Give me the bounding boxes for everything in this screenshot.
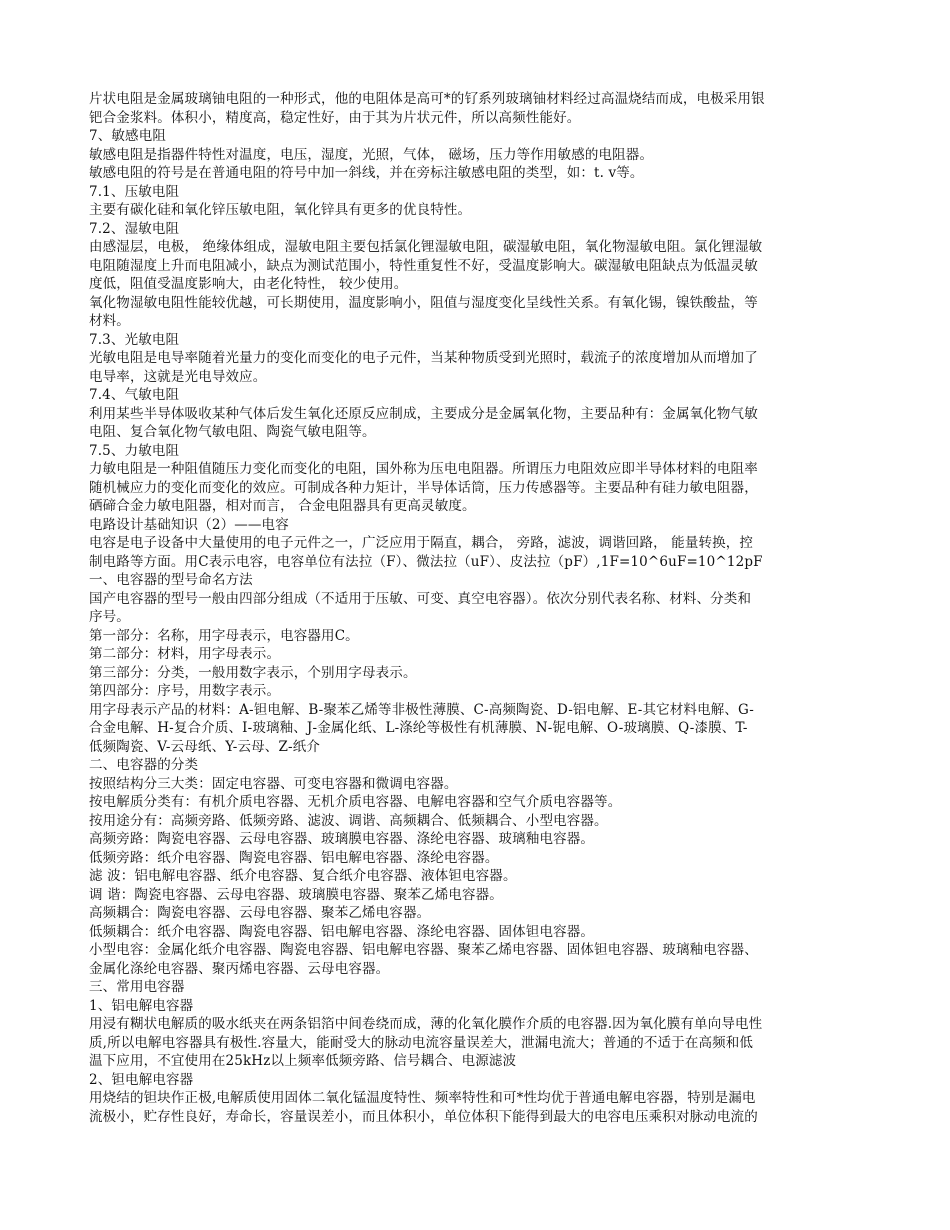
text-line: 用浸有糊状电解质的吸水纸夹在两条铝箔中间卷绕而成，薄的化氧化膜作介质的电容器.因为氧化膜有单向导电性 <box>89 1016 763 1032</box>
text-line: 滤 波：铝电解电容器、纸介电容器、复合纸介电容器、液体钽电容器。 <box>89 868 517 884</box>
section-heading: 一、电容器的型号命名方法 <box>89 572 253 588</box>
text-line: 高频旁路：陶瓷电容器、云母电容器、玻璃膜电容器、涤纶电容器、玻璃釉电容器。 <box>89 831 595 847</box>
text-line: 按照结构分三大类：固定电容器、可变电容器和微调电容器。 <box>89 775 458 792</box>
text-line: 高频耦合：陶瓷电容器、云母电容器、聚苯乙烯电容器。 <box>89 905 431 921</box>
section-heading: 7.4、气敏电阻 <box>89 387 180 403</box>
section-heading: 7.2、湿敏电阻 <box>89 220 180 237</box>
text-line: 光敏电阻是电导率随着光量力的变化而变化的电子元件，当某种物质受到光照时，载流子的浓度增加从而增加了 <box>89 350 758 366</box>
text-line: 电阻、复合氧化物气敏电阻、陶瓷气敏电阻等。 <box>89 424 376 440</box>
section-heading: 7、敏感电阻 <box>89 128 166 144</box>
text-line: 敏感电阻是指器件特性对温度，电压，湿度，光照，气体， 磁场，压力等作用敏感的电阻器。 <box>89 146 654 163</box>
section-heading: 电路设计基础知识（2）——电容 <box>89 516 289 533</box>
text-line: 第三部分：分类，一般用数字表示，个别用字母表示。 <box>89 664 417 681</box>
text-line: 用字母表示产品的材料：A-钽电解、B-聚苯乙烯等非极性薄膜、C-高频陶瓷、D-铝电解、E-其它材料电解、G- <box>89 701 754 718</box>
text-line: 主要有碳化硅和氧化锌压敏电阻，氧化锌具有更多的优良特性。 <box>89 202 472 218</box>
section-heading: 7.1、压敏电阻 <box>89 183 180 200</box>
text-line: 低频旁路：纸介电容器、陶瓷电容器、铝电解电容器、涤纶电容器。 <box>89 849 499 866</box>
text-line: 国产电容器的型号一般由四部分组成（不适用于压敏、可变、真空电容器）。依次分别代表名称、材料、分类和 <box>89 590 752 607</box>
text-line: 制电路等方面。用C表示电容，电容单位有法拉（F）、微法拉（uF）、皮法拉（pF）,1F=10^6uF=10^12pF <box>89 553 763 570</box>
text-line: 度低，阻值受温度影响大，由老化特性， 较少使用。 <box>89 276 408 292</box>
text-line: 序号。 <box>89 609 130 625</box>
text-line: 合金电解、H-复合介质、I-玻璃釉、J-金属化纸、L-涤纶等极性有机薄膜、N-铌电解、O-玻璃膜、Q-漆膜、T- <box>89 720 748 736</box>
text-line: 按用途分有：高频旁路、低频旁路、滤波、调谐、高频耦合、低频耦合、小型电容器。 <box>89 812 608 829</box>
text-line: 用烧结的钽块作正极,电解质使用固体二氧化锰温度特性、频率特性和可*性均优于普通电解电容器，特别是漏电 <box>89 1090 756 1106</box>
text-line: 氧化物湿敏电阻性能较优越，可长期使用，温度影响小，阻值与湿度变化呈线性关系。有氧化锡，镍铁酸盐，等 <box>89 294 758 311</box>
text-line: 电容是电子设备中大量使用的电子元件之一，广泛应用于隔直，耦合， 旁路，滤波，调谐回路， 能量转换，控 <box>89 535 754 551</box>
text-line: 金属化涤纶电容器、聚丙烯电容器、云母电容器。 <box>89 960 390 977</box>
text-line: 由感湿层，电极， 绝缘体组成，湿敏电阻主要包括氯化锂湿敏电阻，碳湿敏电阻，氧化物湿敏电阻。氯化锂湿敏 <box>89 239 763 255</box>
text-line: 调 谐：陶瓷电容器、云母电容器、玻璃膜电容器、聚苯乙烯电容器。 <box>89 886 503 903</box>
section-heading: 7.3、光敏电阻 <box>89 331 180 348</box>
section-heading: 7.5、力敏电阻 <box>89 442 180 459</box>
text-line: 敏感电阻的符号是在普通电阻的符号中加一斜线，并在旁标注敏感电阻的类型，如：t. v等。 <box>89 165 644 181</box>
text-line: 低频耦合：纸介电容器、陶瓷电容器、铝电解电容器、涤纶电容器、固体钽电容器。 <box>89 923 595 940</box>
text-line: 硒碲合金力敏电阻器，相对而言， 合金电阻器具有更高灵敏度。 <box>89 498 476 514</box>
text-line: 电导率，这就是光电导效应。 <box>89 368 267 385</box>
text-line: 片状电阻是金属玻璃铀电阻的一种形式，他的电阻体是高可*的钌系列玻璃铀材料经过高温烧结而成，电极采用银 <box>89 91 765 107</box>
text-line: 质,所以电解电容器具有极性.容量大，能耐受大的脉动电流容量误差大，泄漏电流大；普通的不适于在高频和低 <box>89 1034 754 1051</box>
text-line: 第二部分：材料，用字母表示。 <box>89 646 281 662</box>
text-line: 随机械应力的变化而变化的效应。可制成各种力矩计，半导体话筒，压力传感器等。主要品种有硅力敏电阻器， <box>89 479 758 496</box>
text-line: 流极小，贮存性良好，寿命长，容量误差小，而且体积小，单位体积下能得到最大的电容电压乘积对脉动电流的 <box>89 1108 758 1125</box>
text-line: 钯合金浆料。体积小，精度高，稳定性好，由于其为片状元件，所以高频性能好。 <box>89 109 581 126</box>
text-line: 小型电容：金属化纸介电容器、陶瓷电容器、铝电解电容器、聚苯乙烯电容器、固体钽电容器、玻璃釉电容器、 <box>89 942 758 958</box>
text-line: 利用某些半导体吸收某种气体后发生氧化还原反应制成，主要成分是金属氧化物，主要品种有：金属氧化物气敏 <box>89 405 758 422</box>
section-heading: 三、常用电容器 <box>89 979 185 995</box>
section-heading: 1、铝电解电容器 <box>89 997 194 1014</box>
text-line: 第一部分：名称，用字母表示，电容器用C。 <box>89 627 359 644</box>
text-line: 低频陶瓷、V-云母纸、Y-云母、Z-纸介 <box>89 738 321 755</box>
text-line: 温下应用，不宜使用在25kHz以上频率低频旁路、信号耦合、电源滤波 <box>89 1053 517 1069</box>
section-heading: 二、电容器的分类 <box>89 757 199 773</box>
document-page <box>89 90 861 1126</box>
text-line: 按电解质分类有：有机介质电容器、无机介质电容器、电解电容器和空气介质电容器等。 <box>89 794 622 810</box>
text-line: 材料。 <box>89 313 130 329</box>
section-heading: 2、钽电解电容器 <box>89 1071 194 1088</box>
text-line: 电阻随湿度上升而电阻减小，缺点为测试范围小，特性重复性不好，受温度影响大。碳湿敏电阻缺点为低温灵敏 <box>89 257 758 274</box>
text-line: 第四部分：序号，用数字表示。 <box>89 683 281 699</box>
text-line: 力敏电阻是一种阻值随压力变化而变化的电阻，国外称为压电电阻器。所谓压力电阻效应即半导体材料的电阻率 <box>89 461 758 477</box>
